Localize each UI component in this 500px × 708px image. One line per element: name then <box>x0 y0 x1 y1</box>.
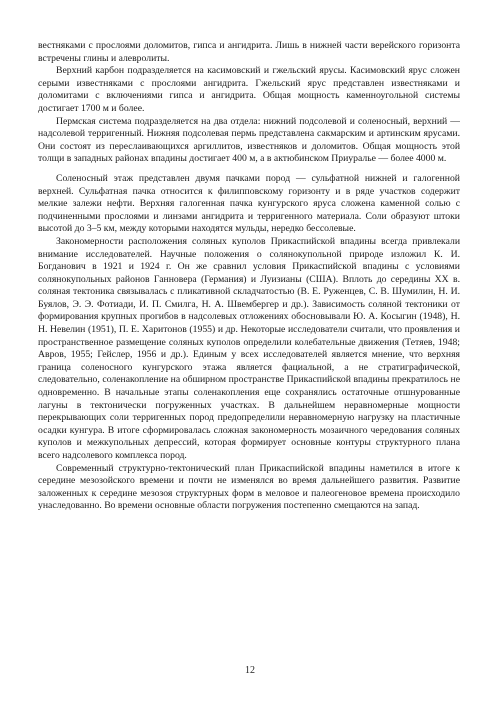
paragraph-salt-domes: Закономерности расположения соляных куполов Прикаспийской впадины всегда привлекали внимание исследователей. Научные положения о солянокупольной природе изложил К. И. Богданович в 1921 и 1924 г. Он же сравнил условия Прикаспийской впадины с условиями солянокупольных районов Ганновера (Германия) и Луизианы (США). Вплоть до середины XX в. соляная тектоника связывалась с пликативной складчатостью (В. Е. Руженцев, С. В. Шумилин, Н. И. Буялов, Э. Э. Фотиади, И. П. Смилга, Н. А. Швембергер и др.). Зависимость соляной тектоники от формирования крупных прогибов в надсолевых отложениях обосновывали Ю. А. Косыгин (1948), Н. Н. Невелин (1951), П. Е. Харитонов (1955) и др. Некоторые исследователи считали, что проявления и пространственное размещение соляных куполов определили колебательные движения (Тетяев, 1948; Авров, 1955; Гейслер, 1956 и др.). Единым у всех исследователей является мнение, что верхняя граница соленосного кунгурского этажа является фациальной, а не стратиграфической, следовательно, соленакопление на обширном пространстве Прикаспийской впадины прекратилось не одновременно. В начальные этапы соленакопления еще сохранялись остаточные отшнурованные лагуны в тектонически погруженных участках. В дальнейшем неравномерные мощности перекрывающих соли терригенных пород предопределили неравномерную нагрузку на пластичные осадки кунгура. В итоге сформировалась сложная закономерность мозаичного чередования соляных куполов и межкупольных депрессий, которая формирует основные контуры структурного плана всего надсолевого комплекса пород. <box>38 235 460 461</box>
paragraph-structural-plan: Современный структурно-тектонический план Прикаспийской впадины наметился в итоге к середине мезозойского времени и почти не изменялся во время дальнейшего развития. Развитие заложенных к середине мезозоя структурных форм в меловое и палеогеновое времена происходило унаследованно. Во времени основные области погружения постепенно смещаются на запад. <box>38 462 460 512</box>
paragraph-carryover: вестняками с прослоями доломитов, гипса и ангидрита. Лишь в нижней части верейского горизонта встречены глины и алевролиты. <box>38 40 460 64</box>
page-number: 12 <box>245 665 255 676</box>
paragraph-permian-system: Пермская система подразделяется на два отдела: нижний подсолевой и соленосный, верхний — надсолевой терригенный. Нижняя подсолевая пермь представлена сакмарским и артинским ярусами. Они состоят из переслаивающихся аргиллитов, известняков и доломитов. Общая мощность этой толщи в западных районах впадины достигает 400 м, а в актюбинском Приуралье — более 4000 м. <box>38 115 460 165</box>
paragraph-upper-carboniferous: Верхний карбон подразделяется на касимовский и гжельский ярусы. Касимовский ярус сложен серыми известняками с прослоями ангидрита. Гжельский ярус представлен известняками и доломитами с включениями гипса и ангидрита. Общая мощность каменноугольной системы достигает 1700 м и более. <box>38 65 460 114</box>
paragraph-salt-bearing-stage: Соленосный этаж представлен двумя пачками пород — сульфатной нижней и галогенной верхней. Сульфатная пачка относится к филипповскому горизонту и в ряде участков содержит мелкие залежи нефти. Верхняя галогенная пачка кунгурского яруса сложена каменной солью с подчиненными прослоями и линзами ангидрита и терригенного материала. Соли образуют штоки высотой до 3–5 км, между которыми находятся мульды, нередко бессолевые. <box>38 172 460 235</box>
document-body <box>38 40 460 650</box>
